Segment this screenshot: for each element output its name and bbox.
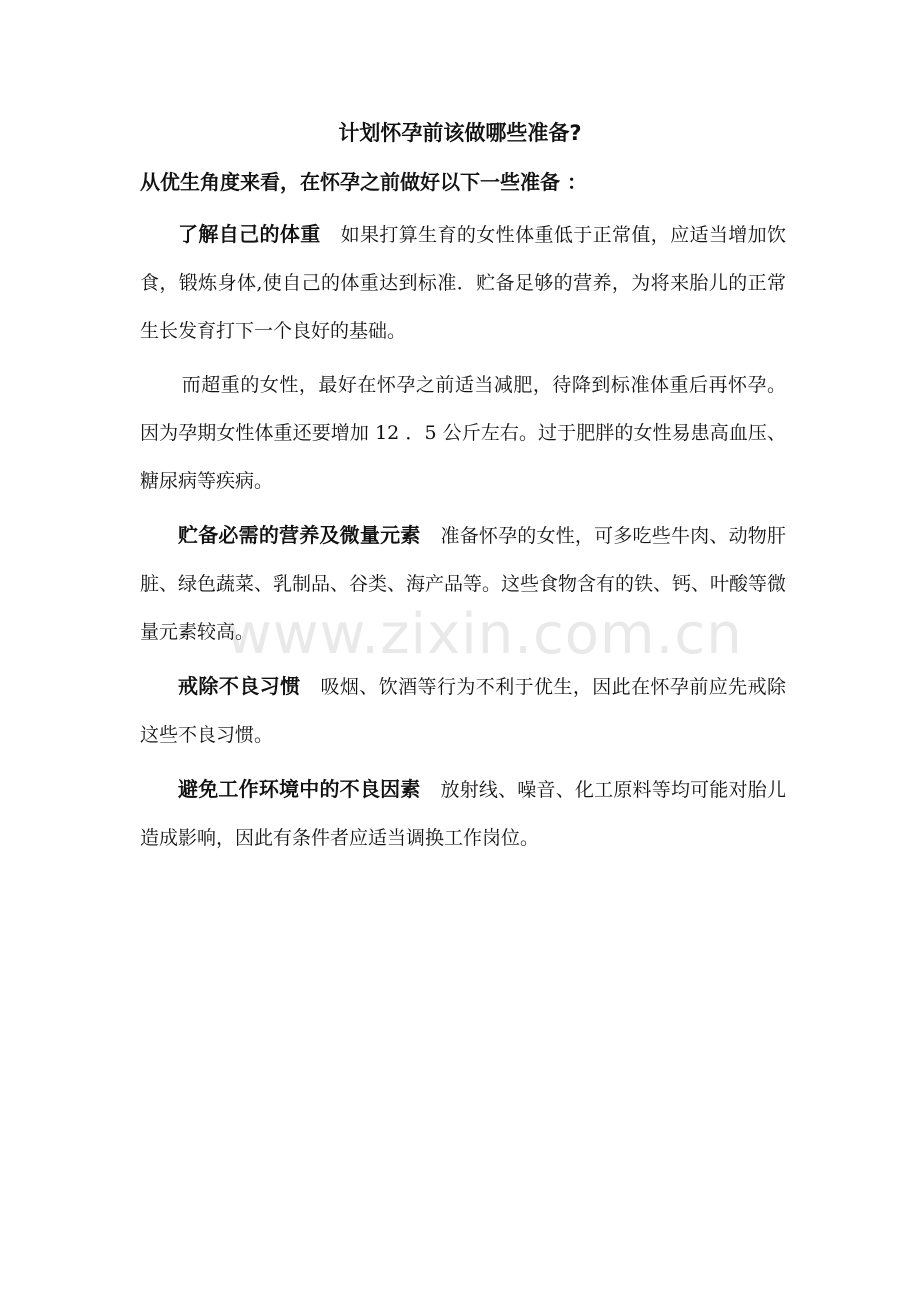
watermark-text: www.zixin.com.cn: [226, 602, 743, 667]
document-body: [140, 210, 786, 868]
section-text-habits: 吸烟、饮酒等行为不利于优生，因此在怀孕前应先戒除这些不良习惯。: [140, 676, 786, 746]
section-text-environment: 放射线、噪音、化工原料等均可能对胎儿造成影响，因此有条件者应适当调换工作岗位。: [140, 779, 786, 849]
section-body-overweight: [140, 361, 786, 505]
section-text-overweight: 而超重的女性，最好在怀孕之前适当减肥，待降到标准体重后再怀孕。因为孕期女性体重还要增加 12 ．5 公斤左右。过于肥胖的女性易患高血压、糖尿病等疾病。: [140, 374, 786, 492]
section-heading-habits: 戒除不良习惯: [178, 674, 301, 698]
section-body-nutrition: [140, 511, 786, 656]
section-body-weight: [140, 210, 786, 355]
section-body-environment: [140, 765, 786, 862]
document-title: 计划怀孕前该做哪些准备?: [338, 121, 582, 145]
section-heading-environment: 避免工作环境中的不良因素: [178, 777, 421, 801]
section-heading-nutrition: 贮备必需的营养及微量元素: [178, 523, 421, 547]
document-subtitle: 从优生角度来看，在怀孕之前做好以下一些准备 ：: [140, 170, 587, 194]
section-heading-weight: 了解自己的体重: [178, 222, 321, 246]
section-body-habits: [140, 662, 786, 759]
section-text-nutrition: 准备怀孕的女性，可多吃些牛肉、动物肝脏、绿色蔬菜、乳制品、谷类、海产品等。这些食物含有的铁、钙、叶酸等微量元素较高。: [140, 525, 787, 643]
section-text-weight: 如果打算生育的女性体重低于正常值，应适当增加饮食，锻炼身体,使自己的体重达到标准．贮备足够的营养，为将来胎儿的正常生长发育打下一个良好的基础。: [140, 224, 786, 342]
